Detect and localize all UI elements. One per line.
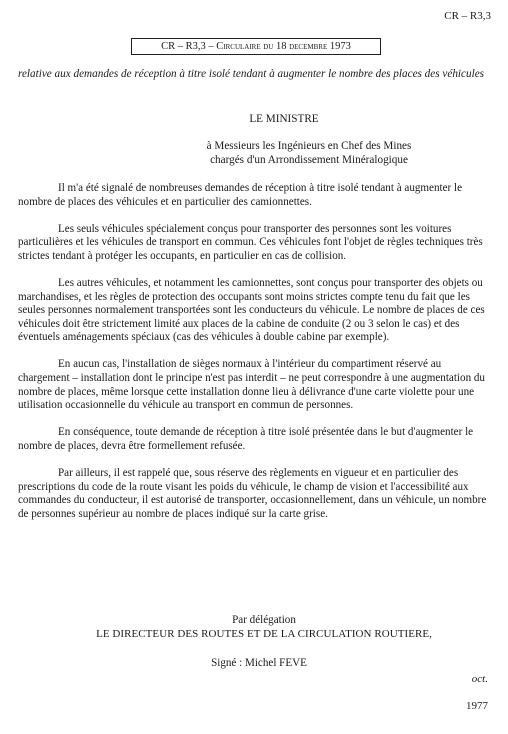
body-paragraph-3: Les autres véhicules, et notamment les camionnettes, sont conçus pour transporter des objets ou marchandises, et les règles de protection des occupants sont moins strictes compte tenu du fait que les seules personnes normalement transportées sont les conducteurs du véhicule. Le nombre de places de ces véhicules doit être strictement limité aux places de la cabine de conduite (2 ou 3 selon le cas) et des éventuels aménagements spéciaux (cas des véhicules à double cabine par exemple). <box>18 276 485 344</box>
footer-year: 1977 <box>466 700 488 712</box>
circular-title-main: Circulaire du 18 decembre 1973 <box>216 41 351 52</box>
director-line: LE DIRECTEUR DES ROUTES ET DE LA CIRCULATION ROUTIERE, <box>96 628 432 640</box>
body-paragraph-4: En aucun cas, l'installation de sièges normaux à l'intérieur du compartiment réservé au chargement – installation dont le principe n'est pas interdit – ne peut correspondre à une augmentation du nombre de places, même lorsque cette installation donne lieu à délivrance d'une carte violette pour une utilisation occasionnelle du véhicule au transport en commun de personnes. <box>18 358 485 412</box>
circular-title-prefix: CR – R3,3 – <box>161 41 217 52</box>
signed-line: Signé : Michel FEVE <box>211 657 307 669</box>
body-paragraph-5: En conséquence, toute demande de réception à titre isolé présentée dans le but d'augmenter le nombre de places, devra être formellement refusée. <box>18 426 474 452</box>
minister-heading: LE MINISTRE <box>249 113 319 125</box>
addressee-line-2: chargés d'un Arrondissement Minéralogique <box>210 153 408 166</box>
circular-title-box <box>131 38 381 55</box>
document-reference: CR – R3,3 <box>444 10 491 22</box>
delegation-line: Par délégation <box>232 614 296 626</box>
circular-subject: relative aux demandes de réception à titre isolé tendant à augmenter le nombre des places des véhicules <box>18 68 485 80</box>
body-paragraph-1: Il m'a été signalé de nombreuses demandes de réception à titre isolé tendant à augmenter le nombre de places des véhicules et en particulier des camionnettes. <box>18 182 462 208</box>
footer-month: oct. <box>471 673 488 685</box>
addressee-block <box>0 140 508 167</box>
signature-block <box>0 613 508 641</box>
body-paragraph-6: Par ailleurs, il est rappelé que, sous réserve des règlements en vigueur et en particulier des prescriptions du code de la route visant les poids du véhicule, le champ de vision et l'accessibilité aux commandes du conducteur, il est autorisé de transporter, occasionnellement, dans un véhicule, un nombre de personnes supérieur au nombre de places indiqué sur la carte grise. <box>18 467 487 520</box>
body-text <box>18 182 490 535</box>
addressee-line-1: à Messieurs les Ingénieurs en Chef des Mines <box>206 140 412 152</box>
body-paragraph-2: Les seuls véhicules spécialement conçus pour transporter des personnes sont les voitures particulières et les véhicules de transport en commun. Ces véhicules font l'objet de règles techniques très strictes tendant à protéger les occupants, en particulier en cas de collision. <box>18 222 483 262</box>
